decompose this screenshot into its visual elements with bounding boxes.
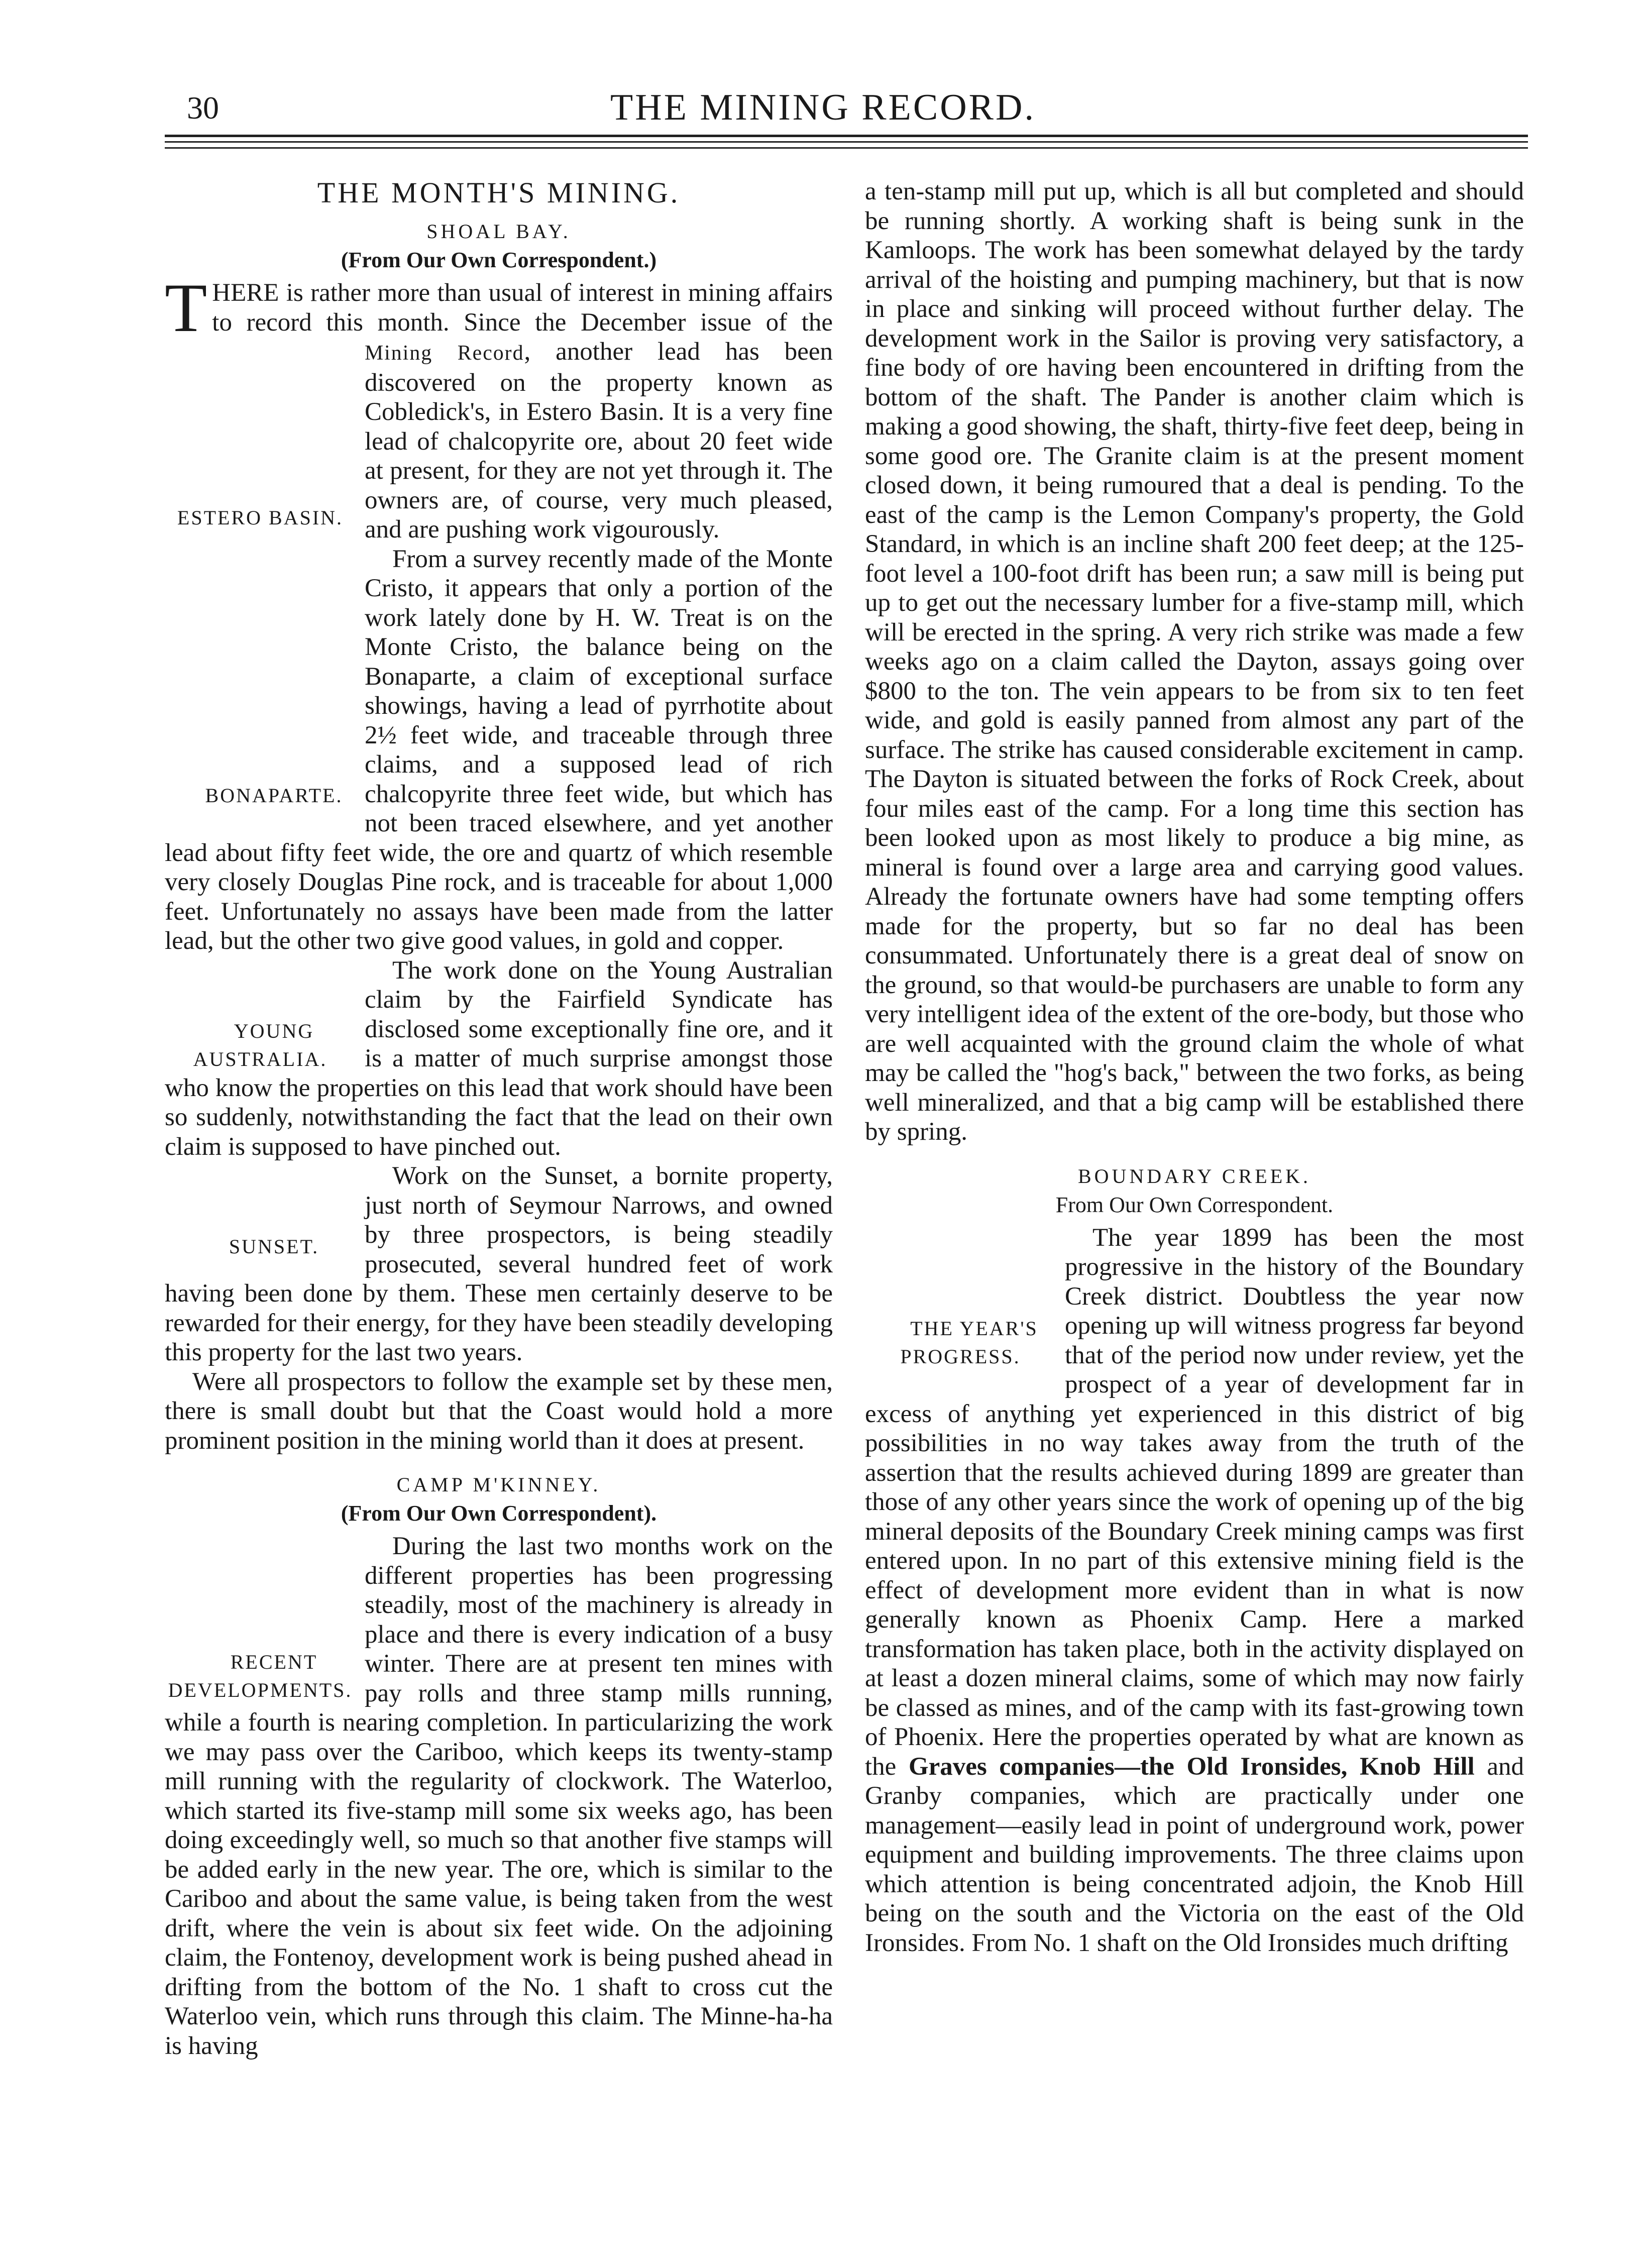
section-title: THE MONTH'S MINING.	[317, 176, 681, 209]
running-title: THE MINING RECORD.	[610, 87, 1036, 128]
paragraph: THE YEAR'S PROGRESS. The year 1899 has been the most progressive in the history of the Boundary Creek district. Doubtless the year now opening up will witness progress far beyond that of the period now under review, yet the prospect of a year of development far in excess of anything yet experienced in this district of big possibilities in no way takes away from the truth of the assertion that the results achieved during 1899 are greater than those of any other years since the work of opening up of the big mineral deposits of the Boundary Creek mining camps was first entered upon. In no part of this extensive mining field is the effect of development more evident than in what is now generally known as Phoenix Camp. Here a marked transformation has taken place, both in the activity displayed on at least a dozen mineral claims, some of which may now fairly be classed as mines, and of the camp with its fast-growing town of Phoenix. Here the properties operated by what are known as the Graves companies—the Old Ironsides, Knob Hill and Granby companies, which are practically under one management—easily lead in point of underground work, power equipment and building improvements. The three claims upon which attention is being concentrated adjoin, the Knob Hill being on the south and the Victoria on the east of the Old Ironsides. From No. 1 shaft on the Old Ironsides much drifting	[865, 1223, 1524, 1957]
subsection-heading: CAMP M'KINNEY.	[396, 1473, 601, 1496]
left-column	[165, 177, 833, 2061]
paragraph: YOUNG AUSTRALIA. The work done on the Young Australian claim by the Fairfield Syndicate has disclosed some exceptionally fine ore, and it is a matter of much surprise amongst those who know the properties on this lead that work should have been so suddenly, notwithstanding the fact that the lead on their own claim is supposed to have pinched out.	[165, 956, 833, 1161]
right-column	[865, 177, 1524, 1958]
publication-name: Mining Record	[365, 342, 524, 365]
side-note: BONAPARTE.	[205, 784, 343, 807]
paragraph: BONAPARTE. From a survey recently made of the Monte Cristo, it appears that only a portion of the work lately done by H. W. Treat is on the Monte Cristo, the balance being on the Bonaparte, a claim of exceptional surface showings, having a lead of pyrrhotite about 2½ feet wide, and traceable through three claims, and a supposed lead of rich chalcopyrite three feet wide, but which has not been traced elsewhere, and yet another lead about fifty feet wide, the ore and quartz of which resemble very closely Douglas Pine rock, and is traceable for about 1,000 feet. Unfortunately no assays have been made from the latter lead, but the other two give good values, in gold and copper.	[165, 545, 833, 955]
paragraph: a ten-stamp mill put up, which is all but completed and should be running shortly. A working shaft is being sunk in the Kamloops. The work has been somewhat delayed by the tardy arrival of the hoisting and pumping machinery, but that is now in place and sinking will proceed without further delay. The development work in the Sailor is proving very satisfactory, a fine body of ore having been encountered in drifting from the bottom of the shaft. The Pander is another claim which is making a good showing, the shaft, thirty-five feet deep, being in some good ore. The Granite claim is at the present moment closed down, it being rumoured that a deal is pending. To the east of the camp is the Lemon Company's property, the Gold Standard, in which is an incline shaft 200 feet deep; at the 125-foot level a 100-foot drift has been run; a saw mill is being put up to get out the necessary lumber for a five-stamp mill, which will be erected in the spring. A very rich strike was made a few weeks ago on a claim called the Dayton, assays going over $800 to the ton. The vein appears to be from six to ten feet wide, and gold is easily panned from almost any part of the surface. The strike has caused considerable excitement in camp. The Dayton is situated between the forks of Rock Creek, about four miles east of the camp. For a long time this section has been looked upon as most likely to produce a big mine, as mineral is found over a large area and carrying good values. Already the fortunate owners have had some tempting offers made for the property, but so far no deal has been consummated. Unfortunately there is a great deal of snow on the ground, so that would-be purchasers are unable to form any very intelligent idea of the extent of the ore-body, but those who are well acquainted with the ground claim the whole of what may be called the "hog's back," between the two forks, as being well mineralized, and that a big camp will be established there by spring.	[865, 177, 1524, 1146]
subsection-heading: BOUNDARY CREEK.	[1077, 1164, 1311, 1187]
paragraph: SUNSET. Work on the Sunset, a bornite property, just north of Seymour Narrows, and owned by three prospectors, is being steadily prosecuted, several hundred feet of work having been done by them. These men certainly deserve to be rewarded for their energy, for they have been steadily developing this property for the last two years.	[165, 1162, 833, 1366]
side-note: ESTERO BASIN.	[177, 506, 344, 529]
page-number: 30	[187, 90, 219, 126]
side-note: YOUNG AUSTRALIA.	[193, 1019, 327, 1070]
header-rule	[165, 135, 1528, 137]
bold-phrase: Graves companies—the Old Ironsides, Knob Hill	[908, 1752, 1475, 1781]
side-note: SUNSET.	[229, 1235, 319, 1258]
drop-cap: T	[165, 269, 207, 346]
correspondent-line: (From Our Own Correspondent.)	[341, 248, 657, 272]
paragraph: THERE is rather more than usual of interest in mining affairs to record this month. Since the December issue of the Mining Record ESTERO BASIN. , another lead has been discovered on the property known as Cobledick's, in Estero Basin. It is a very fine lead of chalcopyrite ore, about 20 feet wide at present, for they are not yet through it. The owners are, of course, very much pleased, and are pushing work vigourously.	[165, 269, 833, 544]
correspondent-line: From Our Own Correspondent.	[1055, 1192, 1334, 1217]
header-rule	[165, 141, 1528, 143]
subsection-heading: SHOAL BAY.	[426, 220, 571, 243]
paragraph: RECENT DEVELOPMENTS. During the last two months work on the different properties has been progressing steadily, most of the machinery is already in place and there is every indication of a busy winter. There are at present ten mines with pay rolls and three stamp mills running, while a fourth is nearing completion. In particularizing the work we may pass over the Cariboo, which keeps its twenty-stamp mill running with the regularity of clockwork. The Waterloo, which started its five-stamp mill some six weeks ago, has been doing exceedingly well, so much so that another five stamps will be added early in the new year. The ore, which is similar to the Cariboo and about the same value, is being taken from the west drift, where the vein is about six feet wide. On the adjoining claim, the Fontenoy, development work is being pushed ahead in drifting from the bottom of the No. 1 shaft to cross cut the Waterloo vein, which runs through this claim. The Minne-ha-ha is having	[165, 1532, 833, 2060]
side-note: THE YEAR'S PROGRESS.	[900, 1317, 1038, 1368]
correspondent-line: (From Our Own Correspondent).	[341, 1501, 657, 1526]
paragraph: Were all prospectors to follow the example set by these men, there is small doubt but that the Coast would hold a more prominent position in the mining world than it does at present.	[165, 1367, 833, 1455]
side-note: RECENT DEVELOPMENTS.	[168, 1651, 353, 1701]
header-rule	[165, 147, 1528, 149]
